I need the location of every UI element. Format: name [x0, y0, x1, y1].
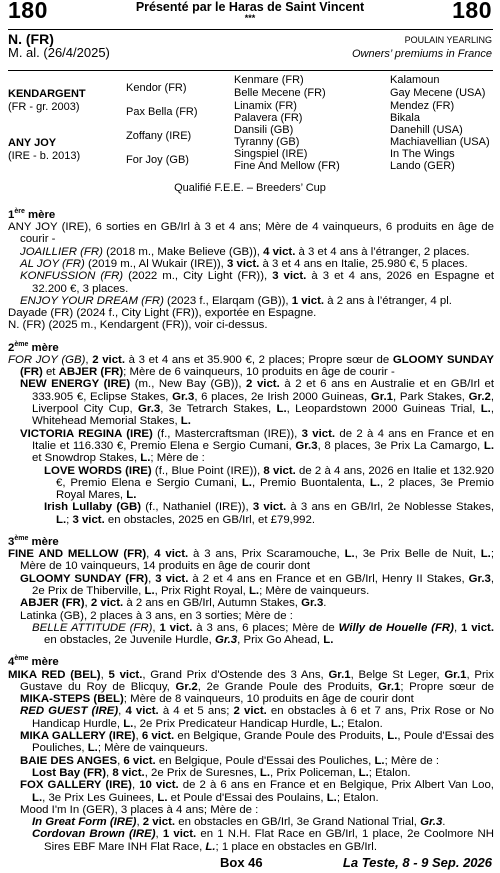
- lot-number-left: 180: [8, 0, 48, 23]
- produce-entry: JOAILLIER (FR) (2018 m., Make Believe (GB)), 4 vict. à 3 et 4 ans à l’étranger, 2 places.: [20, 245, 470, 258]
- owners-premiums: Owners’ premiums in France: [352, 48, 492, 60]
- pedigree-gen3: Dansili (GB): [234, 124, 294, 136]
- section-heading: 4ème mère: [8, 655, 59, 669]
- pedigree-gen4: Bikala: [390, 112, 420, 124]
- pedigree-gen2: Pax Bella (FR): [126, 106, 198, 118]
- produce-entry: Cordovan Brown (IRE), 1 vict. en 1 N.H. Flat Race en GB/Irl, 1 place, 2e Coolmore NH Sires EBF Mare INH Flat Race, L.; 1 place en obstacles en GB/Irl.: [32, 828, 494, 853]
- category: POULAIN YEARLING: [404, 35, 492, 45]
- lot-number-right: 180: [452, 0, 492, 23]
- pedigree-gen4: Machiavellian (USA): [390, 136, 490, 148]
- pedigree-gen3: Linamix (FR): [234, 100, 297, 112]
- box-number: Box 46: [220, 855, 263, 870]
- header-rule: [8, 29, 493, 30]
- pedigree-gen3: Kenmare (FR): [234, 74, 304, 86]
- stars: ***: [244, 13, 256, 23]
- section-heading: 3ème mère: [8, 535, 59, 548]
- produce-entry: BELLE ATTITUDE (FR), 1 vict. à 3 ans, 6 places; Mère de Willy de Houelle (FR), 1 vict. en obstacles, 2e Juvenile Hurdle, Gr.3, Prix Go Ahead, L.: [32, 621, 494, 647]
- pedigree-gen3: Tyranny (GB): [234, 136, 300, 148]
- sire-info: (FR - gr. 2003): [8, 101, 80, 113]
- produce-entry: AL JOY (FR) (2019 m., Al Wukair (IRE)), 3 vict. à 3 et 4 ans en Italie, 25.980 €, 5 places.: [20, 257, 468, 270]
- pedigree-gen4: Lando (GER): [390, 160, 455, 172]
- pedigree-gen3: Palavera (FR): [234, 112, 303, 124]
- produce-entry: Dayade (FR) (2024 f., City Light (FR)), exportée en Espagne.: [8, 307, 317, 320]
- produce-entry: Mood I'm In (GER), 3 places à 4 ans; Mère de :: [20, 803, 259, 816]
- sex-age: M. al. (26/4/2025): [8, 45, 110, 60]
- produce-entry: FOX GALLERY (IRE), 10 vict. de 2 à 6 ans en France et en Belgique, Prix Albert Van Loo, L., 3e Prix Les Guinees, L. et Poule d'Essai des Poulains, L.; Etalon.: [20, 779, 494, 804]
- pedigree-gen4: Mendez (FR): [390, 100, 455, 112]
- produce-entry: RED GUEST (IRE), 4 vict. à 4 et 5 ans; 2 vict. en obstacles à 6 et 7 ans, Prix Rose or No Handicap Hurdle, L., 2e Prix Predicateur Handicap Hurdle, L.; Etalon.: [20, 705, 494, 730]
- produce-entry: KONFUSSION (FR) (2022 m., City Light (FR)), 3 vict. à 3 et 4 ans, 2026 en Espagne et 32.200 €, 3 places.: [20, 270, 495, 295]
- section-heading: 1ère mère: [8, 208, 56, 221]
- dam-info: (IRE - b. 2013): [8, 150, 81, 162]
- presenter: Présenté par le Haras de Saint Vincent: [135, 0, 365, 14]
- dam-paragraph: MIKA RED (BEL), 5 vict., Grand Prix d'Ostende des 3 Ans, Gr.1, Belge St Leger, Gr.1, Prix Gustave du Roy de Blicquy, Gr.2, 2e Grande Poule des Produits, Gr.1; Propre sœur de MIKA-STEPS (BEL); Mère de 8 vainqueurs, 10 produits en âge de courir dont: [8, 668, 495, 706]
- produce-record: [8, 206, 494, 853]
- produce-entry: BAIE DES ANGES, 6 vict. en Belgique, Poule d'Essai des Pouliches, L.; Mère de :: [20, 754, 440, 767]
- pedigree-gen2: Zoffany (IRE): [126, 130, 192, 142]
- produce-entry: ABJER (FR), 2 vict. à 2 ans en GB/Irl, Autumn Stakes, Gr.3.: [20, 597, 327, 610]
- pedigree-rule: [8, 70, 493, 71]
- produce-entry: N. (FR) (2025 m., Kendargent (FR)), voir ci-dessus.: [8, 319, 268, 332]
- horse-name: N. (FR): [8, 31, 54, 47]
- produce-entry: In Great Form (IRE), 2 vict. en obstacles en GB/Irl, 3e Grand National Trial, Gr.3.: [32, 816, 446, 829]
- produce-entry: NEW ENERGY (IRE) (m., New Bay (GB)), 2 vict. à 2 et 6 ans en Australie et en GB/Irl et 333.905 €, Eclipse Stakes, Gr.3, 6 places, 2e Irish 2000 Guineas, Gr.1, Park Stakes, Gr.2, Liverpool City Cup, Gr.3, 3e Tetrarch Stakes, L., Leopardstown 2000 Guineas Trial, L., Whitehead Memorial Stakes, L.: [20, 378, 494, 428]
- produce-entry: VICTORIA REGINA (IRE) (f., Mastercraftsman (IRE)), 3 vict. de 2 à 4 ans en France et en Italie et 116.330 €, Premio Elena e Sergio Cumani, Gr.3, 8 places, 3e Prix La Camargo, L. et Snowdrop Stakes, L.; Mère de :: [20, 427, 495, 465]
- qualification: Qualifié F.E.E. – Breeders’ Cup: [174, 182, 326, 194]
- produce-entry: Latinka (GB), 2 places à 3 ans, en 3 sorties; Mère de :: [20, 609, 293, 622]
- dam: ANY JOY: [8, 137, 57, 149]
- pedigree-gen4: Danehill (USA): [390, 124, 463, 136]
- pedigree-gen2: For Joy (GB): [126, 154, 189, 166]
- produce-entry: GLOOMY SUNDAY (FR), 3 vict. à 2 et 4 ans en France et en GB/Irl, Henry II Stakes, Gr.3, 2e Prix de Thiberville, L., Prix Right Royal, L.; Mère de vainqueurs.: [20, 572, 494, 597]
- produce-entry: ENJOY YOUR DREAM (FR) (2023 f., Elarqam (GB)), 1 vict. à 2 ans à l’étranger, 4 pl.: [20, 294, 452, 307]
- produce-entry: MIKA GALLERY (IRE), 6 vict. en Belgique, Grande Poule des Produits, L., Poule d'Essai des Pouliches, L.; Mère de vainqueurs.: [20, 730, 494, 755]
- produce-entry: LOVE WORDS (IRE) (f., Blue Point (IRE)), 8 vict. de 2 à 4 ans, 2026 en Italie et 132.920 €, Premio Elena e Sergio Cumani, L., Premio Buontalenta, L., 2 places, 3e Premio Royal Mares, L.: [44, 464, 494, 502]
- produce-entry: Irish Lullaby (GB) (f., Nathaniel (IRE)), 3 vict. à 3 ans en GB/Irl, 2e Noblesse Stakes, L.; 3 vict. en obstacles, 2025 en GB/Irl, et £79,992.: [44, 501, 494, 526]
- section-heading: 2ème mère: [8, 340, 59, 354]
- dam-paragraph: FOR JOY (GB), 2 vict. à 3 et 4 ans et 35.900 €, 2 places; Propre sœur de GLOOMY SUNDAY (FR) et ABJER (FR); Mère de 6 vainqueurs, 10 produits en âge de courir -: [8, 353, 494, 379]
- pedigree-gen4: Kalamoun: [390, 74, 440, 86]
- dam-paragraph: FINE AND MELLOW (FR), 4 vict. à 3 ans, Prix Scaramouche, L., 3e Prix Belle de Nuit, L.; Mère de 10 vainqueurs, 14 produits en âge de courir dont: [8, 548, 495, 573]
- sale-info: La Teste, 8 - 9 Sep. 2026: [342, 855, 492, 870]
- pedigree-gen3: Fine And Mellow (FR): [234, 160, 340, 172]
- sire: KENDARGENT: [8, 88, 86, 100]
- dam-paragraph: ANY JOY (IRE), 6 sorties en GB/Irl à 3 et 4 ans; Mère de 4 vainqueurs, 6 produits en âge de courir -: [8, 221, 494, 246]
- produce-entry: Lost Bay (FR), 8 vict., 2e Prix de Suresnes, L., Prix Policeman, L.; Etalon.: [32, 766, 411, 779]
- pedigree-gen3: Belle Mecene (FR): [234, 87, 326, 99]
- pedigree-gen3: Singspiel (IRE): [234, 148, 308, 160]
- pedigree-gen2: Kendor (FR): [126, 82, 187, 94]
- pedigree-gen4: In The Wings: [390, 148, 455, 160]
- pedigree-gen4: Gay Mecene (USA): [390, 87, 486, 99]
